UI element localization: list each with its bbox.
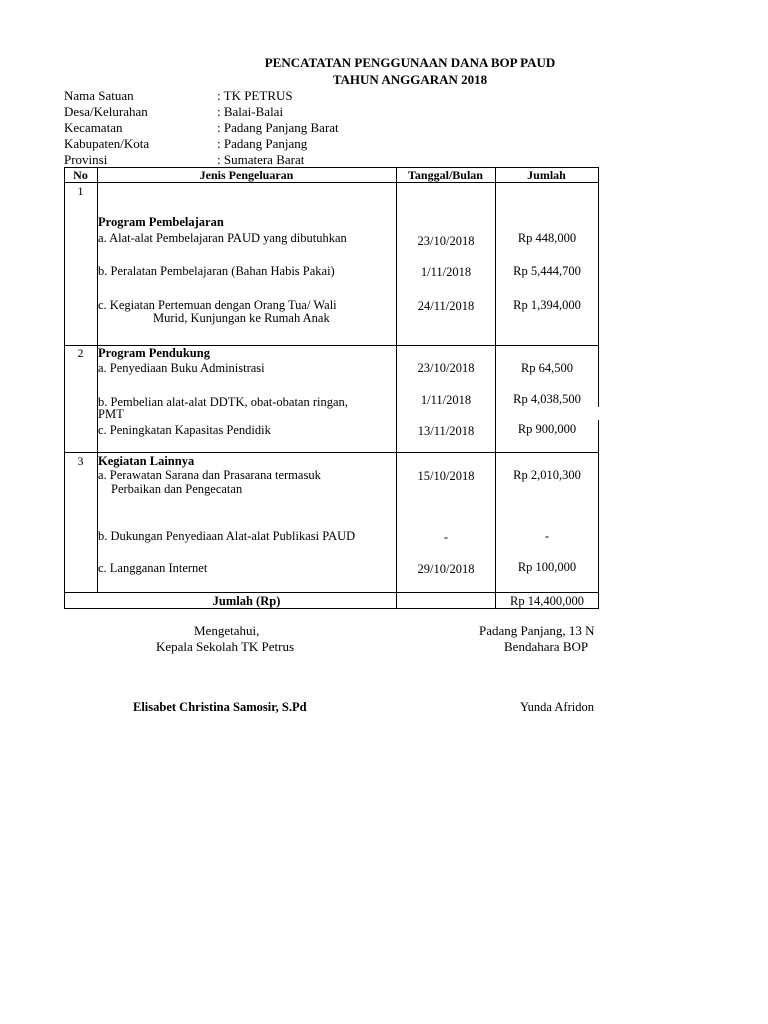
item-amount: Rp 5,444,700 <box>513 264 581 278</box>
item-date: 1/11/2018 <box>420 265 472 279</box>
item-amount: Rp 900,000 <box>517 422 577 436</box>
item-amount: - <box>544 529 550 543</box>
item-date: 23/10/2018 <box>417 361 475 375</box>
item-desc-continued: Murid, Kunjungan ke Rumah Anak <box>153 311 330 325</box>
item-desc: a. Perawatan Sarana dan Prasarana termasuk <box>98 468 321 482</box>
document-subtitle: TAHUN ANGGARAN 2018 <box>332 72 488 87</box>
signature-right-name: Yunda Afridon <box>520 700 594 714</box>
table-border-right-top <box>598 167 599 407</box>
total-value: Rp 14,400,000 <box>510 594 584 608</box>
item-date: 13/11/2018 <box>417 424 475 438</box>
group-title-lainnya: Kegiatan Lainnya <box>98 454 195 468</box>
group-divider-2 <box>64 452 599 453</box>
item-desc: c. Peningkatan Kapasitas Pendidik <box>98 423 271 437</box>
item-desc-continued: Perbaikan dan Pengecatan <box>111 482 243 496</box>
info-label-nama-satuan: Nama Satuan <box>64 88 134 103</box>
item-amount: Rp 100,000 <box>517 560 577 574</box>
info-value-kabupaten: : Padang Panjang <box>217 136 308 151</box>
item-desc: b. Dukungan Penyediaan Alat-alat Publikasi PAUD <box>98 529 356 543</box>
item-date: 29/10/2018 <box>417 562 475 576</box>
item-date: 23/10/2018 <box>417 234 475 248</box>
item-desc: b. Pembelian alat-alat DDTK, obat-obatan ringan, <box>98 395 348 409</box>
header-jenis: Jenis Pengeluaran <box>199 168 294 182</box>
item-desc: c. Kegiatan Pertemuan dengan Orang Tua/ Wali <box>98 298 337 312</box>
item-desc: b. Peralatan Pembelajaran (Bahan Habis Pakai) <box>98 264 335 278</box>
info-label-provinsi: Provinsi <box>64 152 108 167</box>
col-divider-tanggal <box>495 167 496 608</box>
info-label-kabupaten: Kabupaten/Kota <box>64 136 150 151</box>
item-desc: a. Penyediaan Buku Administrasi <box>98 361 265 375</box>
info-value-desa: : Balai-Balai <box>217 104 284 119</box>
item-desc-continued: PMT <box>98 407 124 421</box>
header-tanggal: Tanggal/Bulan <box>408 168 483 182</box>
item-date: - <box>443 530 449 544</box>
signature-left-name: Elisabet Christina Samosir, S.Pd <box>133 700 307 714</box>
header-jumlah: Jumlah <box>527 168 566 182</box>
row-number-2: 2 <box>77 346 84 360</box>
table-border-right-bottom <box>598 420 599 608</box>
document-title: PENCATATAN PENGGUNAAN DANA BOP PAUD <box>264 55 556 70</box>
signature-left-heading: Mengetahui, <box>194 623 260 638</box>
item-amount: Rp 2,010,300 <box>513 468 581 482</box>
item-amount: Rp 64,500 <box>520 361 574 375</box>
info-label-desa: Desa/Kelurahan <box>64 104 148 119</box>
item-date: 24/11/2018 <box>417 299 475 313</box>
item-date: 15/10/2018 <box>417 469 475 483</box>
item-desc: a. Alat-alat Pembelajaran PAUD yang dibutuhkan <box>98 231 347 245</box>
info-value-kecamatan: : Padang Panjang Barat <box>217 120 339 135</box>
item-desc: c. Langganan Internet <box>98 561 208 575</box>
item-amount: Rp 4,038,500 <box>513 392 581 406</box>
total-label: Jumlah (Rp) <box>212 594 281 608</box>
item-date: 1/11/2018 <box>420 393 472 407</box>
group-title-pembelajaran: Program Pembelajaran <box>98 215 224 229</box>
signature-right-role: Bendahara BOP <box>504 639 589 654</box>
item-amount: Rp 1,394,000 <box>513 298 581 312</box>
table-border-left <box>64 167 65 608</box>
info-value-nama-satuan: : TK PETRUS <box>217 88 293 103</box>
header-no: No <box>73 168 88 182</box>
item-amount: Rp 448,000 <box>517 231 577 245</box>
total-row-divider <box>64 592 599 593</box>
info-value-provinsi: : Sumatera Barat <box>217 152 305 167</box>
info-label-kecamatan: Kecamatan <box>64 120 123 135</box>
signature-left-role: Kepala Sekolah TK Petrus <box>156 639 295 654</box>
row-number-1: 1 <box>77 184 84 198</box>
signature-right-place-date: Padang Panjang, 13 N <box>479 623 595 638</box>
group-title-pendukung: Program Pendukung <box>98 346 210 360</box>
row-number-3: 3 <box>77 454 84 468</box>
